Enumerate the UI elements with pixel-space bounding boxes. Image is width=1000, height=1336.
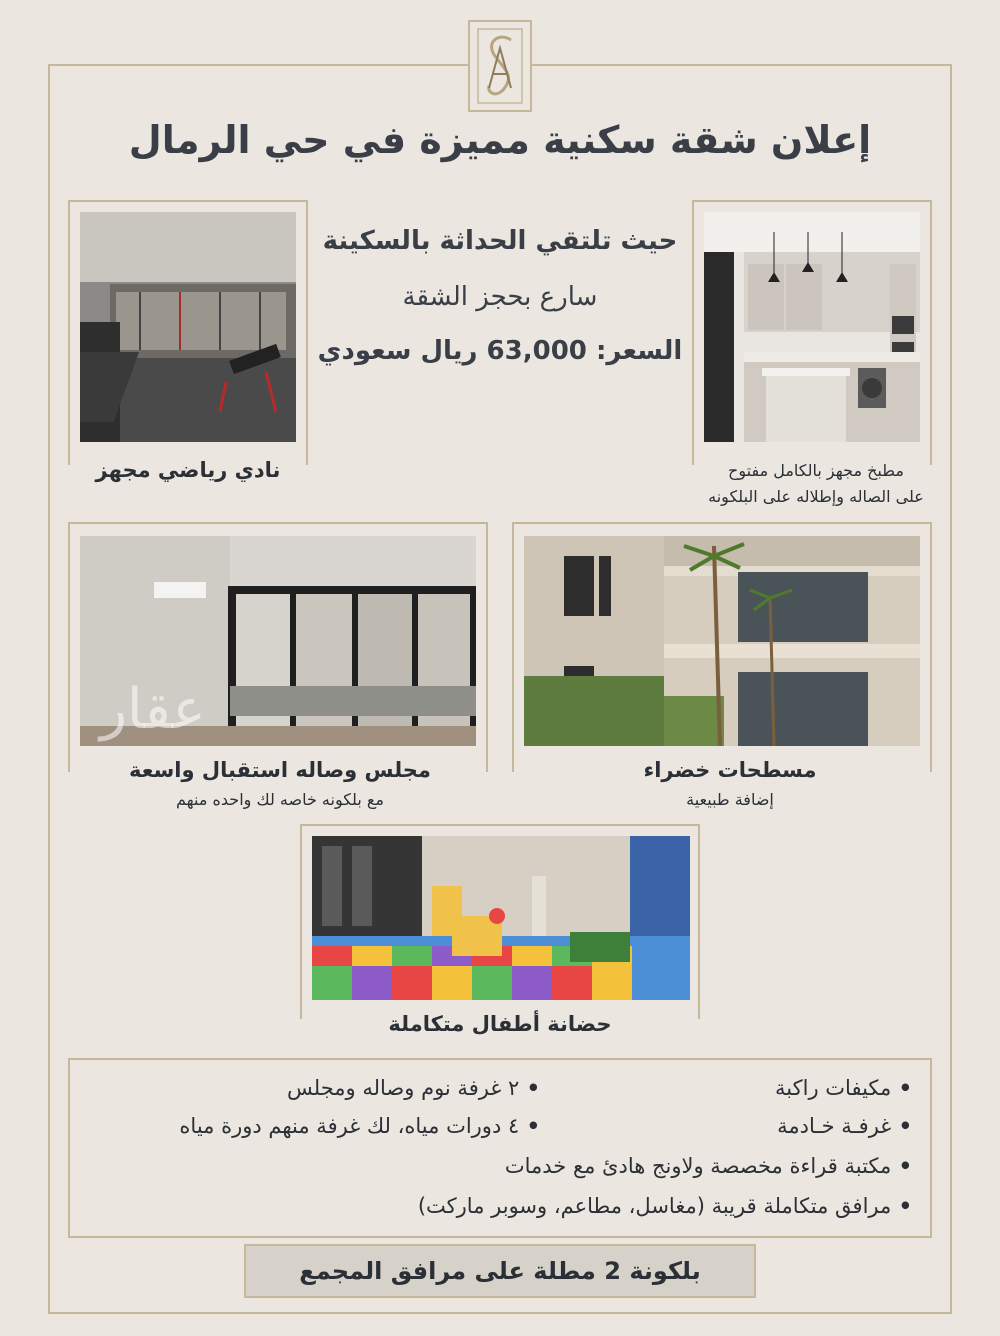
feature-bathrooms: • ٤ دورات مياه، لك غرفة منهم دورة مياه	[179, 1114, 540, 1138]
feature-rooms: • ٢ غرفة نوم وصاله ومجلس	[287, 1076, 540, 1100]
feature-library: • مكتبة قراءة مخصصة ولاونج هادئ مع خدمات	[505, 1154, 912, 1178]
greenery-photo	[524, 536, 920, 746]
features-box	[68, 1058, 932, 1238]
page-title: إعلان شقة سكنية مميزة في حي الرمال	[128, 118, 872, 162]
call-to-action: سارع بحجز الشقة	[402, 282, 598, 312]
nursery-caption: حضانة أطفال متكاملة	[388, 1012, 612, 1036]
majlis-subcaption: مع بلكونه خاصه لك واحده منهم	[176, 790, 384, 809]
feature-facilities: • مرافق متكاملة قريبة (مغاسل، مطاعم، وسوبر ماركت)	[418, 1194, 912, 1218]
feature-maid-room: • غرفـة خـادمة	[777, 1114, 912, 1138]
price: السعر: 63,000 ريال سعودي	[317, 336, 683, 366]
logo-monogram-icon	[468, 20, 532, 112]
kitchen-caption	[696, 458, 936, 510]
gym-caption: نادي رياضي مجهز	[95, 458, 281, 482]
kitchen-caption-line2: على الصاله وإطلاله على البلكونه	[708, 487, 924, 506]
majlis-caption: مجلس وصاله استقبال واسعة	[129, 758, 431, 782]
footer-banner: بلكونة 2 مطلة على مرافق المجمع	[244, 1244, 756, 1298]
kitchen-photo	[704, 212, 920, 442]
feature-ac: • مكيفات راكبة	[775, 1076, 912, 1100]
nursery-photo	[312, 836, 690, 1000]
greenery-caption: مسطحات خضراء	[643, 758, 817, 782]
kitchen-caption-line1: مطبخ مجهز بالكامل مفتوح	[728, 461, 904, 480]
gym-photo	[80, 212, 296, 442]
tagline: حيث تلتقي الحداثة بالسكينة	[322, 226, 678, 256]
watermark-text: عقار	[100, 677, 206, 740]
greenery-subcaption: إضافة طبيعية	[686, 790, 774, 809]
